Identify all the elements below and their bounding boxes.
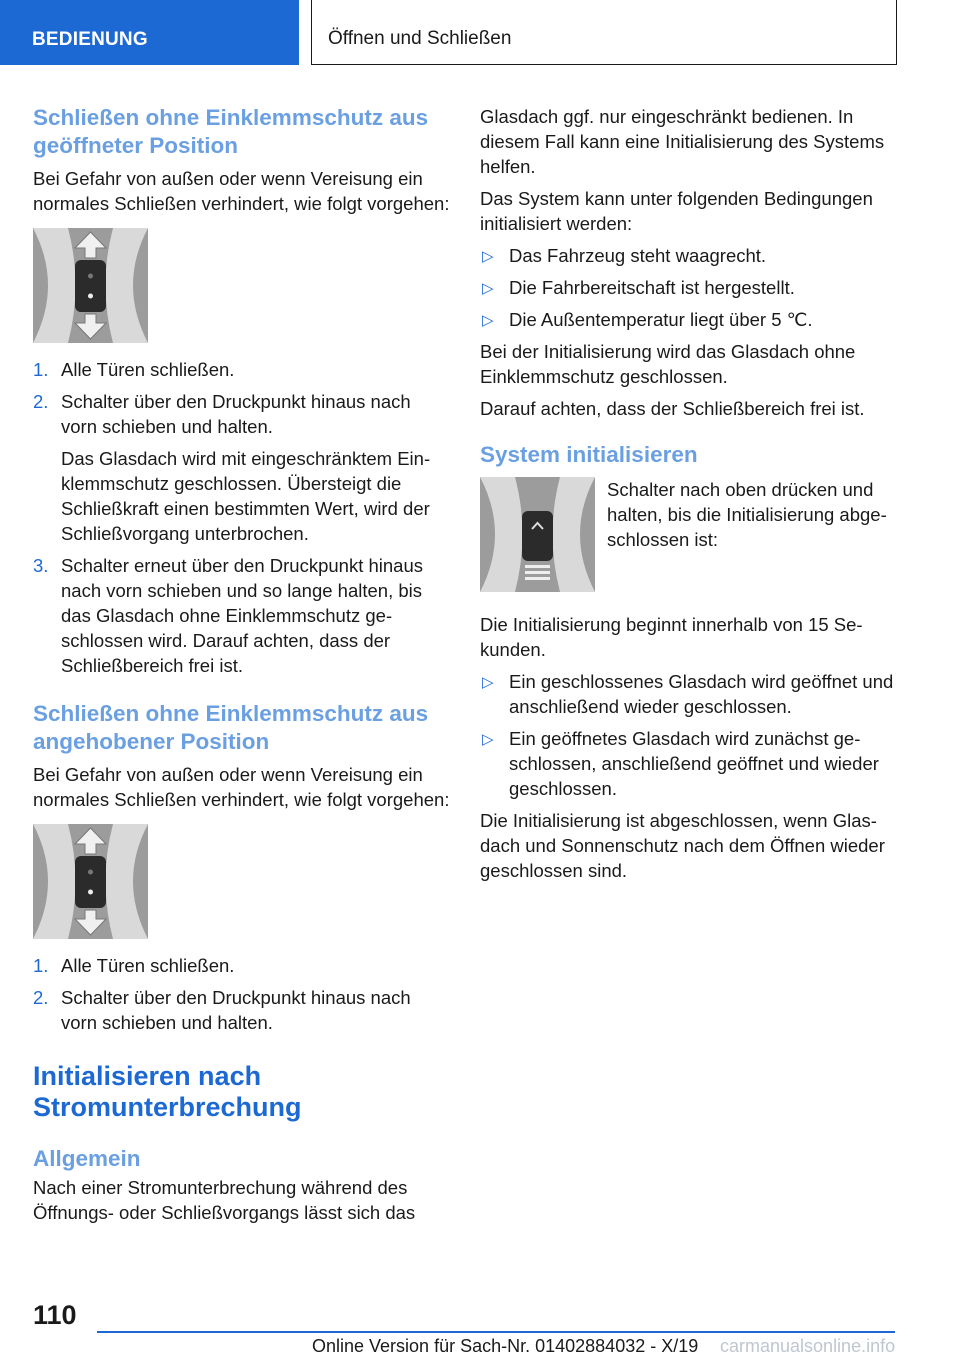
header-chapter-tab — [311, 0, 897, 65]
triangle-right-icon: ▷ — [482, 674, 494, 691]
footer-divider — [97, 1331, 895, 1333]
list-item: 1. Alle Türen schließen. — [33, 359, 235, 380]
list-item: 3. Schalter erneut über den Druckpunkt hinaus nach vorn schieben und so lange halten, bis das Glasdach ohne Einklemmschutz geschlossen wird. Darauf achten, dass der Schließbereich frei ist. — [33, 555, 423, 676]
heading-system-init: System initialisieren — [480, 442, 698, 467]
list-item: 2. Schalter über den Druckpunkt hinaus nach vorn schieben und halten. Das Glasdach wird mit eingeschränktem Einklemmschutz geschlossen. Übersteigt die Schließkraft einen bestimmten Wert, wird der Schließvorgang unterbrochen. — [33, 389, 451, 546]
paragraph-init-complete: Die Initialisierung ist abgeschlossen, wenn Glasdach und Sonnenschutz nach dem Öffnen wieder geschlossen sind. — [480, 810, 885, 881]
list-item: ▷ Das Fahrzeug steht waagrecht. — [480, 243, 900, 268]
paragraph-init-begins: Die Initialisierung beginnt innerhalb von 15 Sekunden. — [480, 614, 863, 660]
list-item: ▷ Die Fahrbereitschaft ist hergestellt. — [480, 275, 900, 300]
right-column — [480, 104, 900, 890]
left-column — [33, 104, 451, 1232]
switch-illustration-1 — [33, 228, 148, 343]
switch-illustration-3 — [480, 477, 595, 592]
paragraph-init-closes: Bei der Initialisierung wird das Glasdach ohne Einklemmschutz geschlossen. — [480, 341, 856, 387]
conditions-list — [480, 243, 900, 332]
step-note: Das Glasdach wird mit eingeschränktem Einklemmschutz geschlossen. Übersteigt die Schließkraft einen bestimmten Wert, wird der Schließvorgang unterbrochen. — [61, 448, 431, 544]
paragraph-intro-1: Bei Gefahr von außen oder wenn Vereisung ein normales Schließen verhindert, wie folgt vorgehen: — [33, 168, 450, 214]
header-section-label: BEDIENUNG — [32, 29, 148, 50]
paragraph-intro-2: Bei Gefahr von außen oder wenn Vereisung ein normales Schließen verhindert, wie folgt vorgehen: — [33, 764, 450, 810]
heading-closing-raised-position: Schließen ohne Einklemmschutz aus angehobener Position — [33, 701, 429, 754]
list-item: 2. Schalter über den Druckpunkt hinaus nach vorn schieben und halten. — [33, 987, 411, 1033]
heading-init-after-power-loss: Initialisieren nach Stromunterbrechung — [33, 1061, 302, 1122]
heading-closing-open-position: Schließen ohne Einklemmschutz aus geöffneter Position — [33, 105, 429, 158]
paragraph-press-hold: Schalter nach oben drücken und halten, bis die Initialisierung abgeschlossen ist: — [607, 479, 887, 550]
list-item: ▷ Ein geöffnetes Glasdach wird zunächst geschlossen, anschließend geöffnet und wieder geschlossen. — [482, 728, 879, 799]
triangle-right-icon: ▷ — [482, 248, 494, 265]
triangle-right-icon: ▷ — [482, 312, 494, 329]
heading-general: Allgemein — [33, 1146, 141, 1171]
paragraph-conditions: Das System kann unter folgenden Bedingungen initialisiert werden: — [480, 188, 873, 234]
header-chapter-label: Öffnen und Schließen — [328, 28, 512, 49]
paragraph-continued: Glasdach ggf. nur eingeschränkt bedienen. In diesem Fall kann eine Initialisierung des Systems helfen. — [480, 106, 885, 177]
paragraph-warning: Darauf achten, dass der Schließbereich frei ist. — [480, 398, 865, 419]
switch-illustration-2 — [33, 824, 148, 939]
list-item: ▷ Ein geschlossenes Glasdach wird geöffnet und anschließend wieder geschlossen. — [482, 671, 894, 717]
list-item: ▷ Die Außentemperatur liegt über 5 ℃. — [480, 307, 900, 332]
watermark-text: carmanualsonline.info — [720, 1336, 896, 1356]
steps-list-2 — [33, 953, 451, 1035]
triangle-right-icon: ▷ — [482, 731, 494, 748]
paragraph-general: Nach einer Stromunterbrechung während des Öffnungs- oder Schließvorgangs lässt sich das — [33, 1177, 416, 1223]
header-section-tab — [0, 0, 299, 65]
triangle-right-icon: ▷ — [482, 280, 494, 297]
list-item: 1. Alle Türen schließen. — [33, 955, 235, 976]
footer-version-text: Online Version für Sach-Nr. 01402884032 - X/19 — [312, 1336, 699, 1356]
steps-list-1 — [33, 357, 451, 678]
init-behaviour-list — [480, 669, 900, 801]
page-number: 110 — [33, 1300, 77, 1330]
